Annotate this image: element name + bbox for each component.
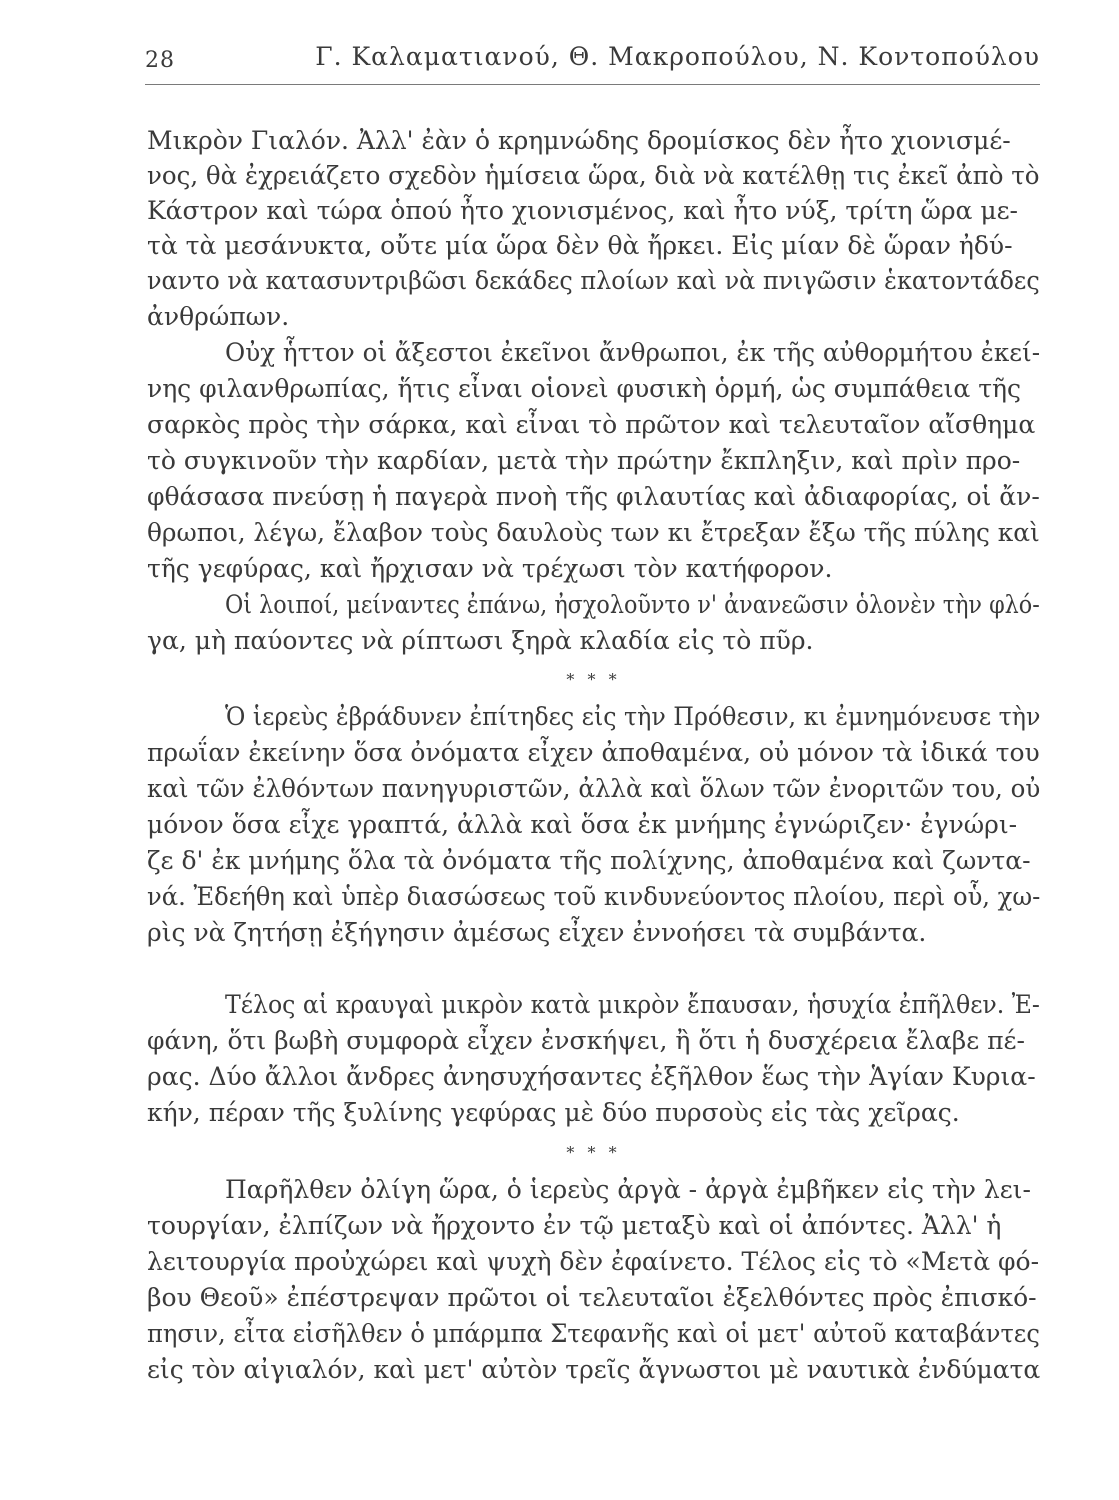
page-header [145,40,1040,80]
text-line: Παρῆλθεν ὀλίγη ὥρα, ὁ ἱερεὺς ἀργὰ - ἀργὰ ἐμβῆκεν εἰς τὴν λει- [225,1175,1031,1204]
text-line: νης φιλανθρωπίας, ἥτις εἶναι οἱονεὶ φυσικὴ ὁρμή, ὡς συμπάθεια τῆς [147,374,1022,403]
text-line: εἰς τὸν αἰγιαλόν, καὶ μετ' αὐτὸν τρεῖς ἄγνωστοι μὲ ναυτικὰ ἐνδύματα [147,1355,1041,1384]
section-separator: * * * [566,670,621,689]
page-number: 28 [145,48,175,73]
text-line: τὰ τὰ μεσάνυκτα, οὔτε μία ὥρα δὲν θὰ ἤρκει. Εἰς μίαν δὲ ὥραν ἠδύ- [147,231,1013,260]
text-line: Οὐχ ἧττον οἱ ἄξεστοι ἐκεῖνοι ἄνθρωποι, ἐκ τῆς αὐθορμήτου ἐκεί- [225,338,1041,367]
text-line: γα, μὴ παύοντες νὰ ρίπτωσι ξηρὰ κλαδία εἰς τὸ πῦρ. [147,626,814,655]
text-line: κήν, πέραν τῆς ξυλίνης γεφύρας μὲ δύο πυρσοὺς εἰς τὰς χεῖρας. [147,1098,960,1127]
text-line: Μικρὸν Γιαλόν. Ἀλλ' ἐὰν ὁ κρημνώδης δρομίσκος δὲν ἦτο χιονισμέ- [147,126,1011,155]
text-line: τουργίαν, ἐλπίζων νὰ ἤρχοντο ἐν τῷ μεταξὺ καὶ οἱ ἀπόντες. Ἀλλ' ἡ [147,1211,1002,1240]
text-line: σαρκὸς πρὸς τὴν σάρκα, καὶ εἶναι τὸ πρῶτον καὶ τελευταῖον αἴσθημα [147,410,1036,439]
text-line: Τέλος αἱ κραυγαὶ μικρὸν κατὰ μικρὸν ἔπαυσαν, ἡσυχία ἐπῆλθεν. Ἐ- [225,990,1040,1019]
text-line: Κάστρον καὶ τώρα ὁπού ἦτο χιονισμένος, καὶ ἦτο νύξ, τρίτη ὥρα με- [147,196,1019,225]
header-rule [145,84,1040,85]
text-line: φθάσασα πνεύσῃ ἡ παγερὰ πνοὴ τῆς φιλαυτίας καὶ ἀδιαφορίας, οἱ ἄν- [147,482,1040,511]
section-separator: * * * [566,1143,621,1162]
text-line: λειτουργία προὐχώρει καὶ ψυχὴ δὲν ἐφαίνετο. Τέλος εἰς τὸ «Μετὰ φό- [147,1247,1040,1276]
text-line: τῆς γεφύρας, καὶ ἤρχισαν νὰ τρέχωσι τὸν κατήφορον. [147,554,833,583]
text-line: βου Θεοῦ» ἐπέστρεψαν πρῶτοι οἱ τελευταῖοι ἐξελθόντες πρὸς ἐπισκό- [147,1283,1037,1312]
text-line: ἀνθρώπων. [147,302,290,331]
text-line: Ὁ ἱερεὺς ἐβράδυνεν ἐπίτηδες εἰς τὴν Πρόθεσιν, κι ἐμνημόνευσε τὴν [225,702,1041,731]
text-line: μόνον ὅσα εἶχε γραπτά, ἀλλὰ καὶ ὅσα ἐκ μνήμης ἐγνώριζεν· ἐγνώρι- [147,810,1018,839]
text-line: πρωΐαν ἐκείνην ὅσα ὀνόματα εἶχεν ἀποθαμένα, οὐ μόνον τὰ ἰδικά του [147,738,1040,767]
text-line: νά. Ἐδεήθη καὶ ὑπὲρ διασώσεως τοῦ κινδυνεύοντος πλοίου, περὶ οὗ, χω- [147,882,1041,911]
text-line: νος, θὰ ἐχρειάζετο σχεδὸν ἡμίσεια ὥρα, διὰ νὰ κατέλθῃ τις ἐκεῖ ἀπὸ τὸ [147,161,1040,190]
running-head: Γ. Καλαματιανού, Θ. Μακροπούλου, Ν. Κοντοπούλου [315,42,1040,71]
text-line: ρὶς νὰ ζητήσῃ ἐξήγησιν ἀμέσως εἶχεν ἐννοήσει τὰ συμβάντα. [147,918,927,947]
text-line: ναντο νὰ κατασυντριβῶσι δεκάδες πλοίων καὶ νὰ πνιγῶσιν ἑκατοντάδες [147,266,1040,295]
text-line: τὸ συγκινοῦν τὴν καρδίαν, μετὰ τὴν πρώτην ἔκπληξιν, καὶ πρὶν προ- [147,446,1021,475]
text-line: ζε δ' ἐκ μνήμης ὅλα τὰ ὀνόματα τῆς πολίχνης, ἀποθαμένα καὶ ζωντα- [147,846,1031,875]
text-line: ρας. Δύο ἄλλοι ἄνδρες ἀνησυχήσαντες ἐξῆλθον ἕως τὴν Ἁγίαν Κυρια- [147,1062,1036,1091]
text-line: πησιν, εἶτα εἰσῆλθεν ὁ μπάρμπα Στεφανῆς καὶ οἱ μετ' αὐτοῦ καταβάντες [147,1319,1040,1348]
text-line: καὶ τῶν ἐλθόντων πανηγυριστῶν, ἀλλὰ καὶ ὅλων τῶν ἐνοριτῶν του, οὐ [147,774,1041,803]
text-line: Οἱ λοιποί, μείναντες ἐπάνω, ἠσχολοῦντο ν' ἀνανεῶσιν ὁλονὲν τὴν φλό- [225,590,1040,619]
text-line: θρωποι, λέγω, ἔλαβον τοὺς δαυλοὺς των κι ἔτρεξαν ἔξω τῆς πύλης καὶ [147,518,1040,547]
text-line: φάνη, ὅτι βωβὴ συμφορὰ εἶχεν ἐνσκήψει, ἢ ὅτι ἡ δυσχέρεια ἔλαβε πέ- [147,1026,1025,1055]
